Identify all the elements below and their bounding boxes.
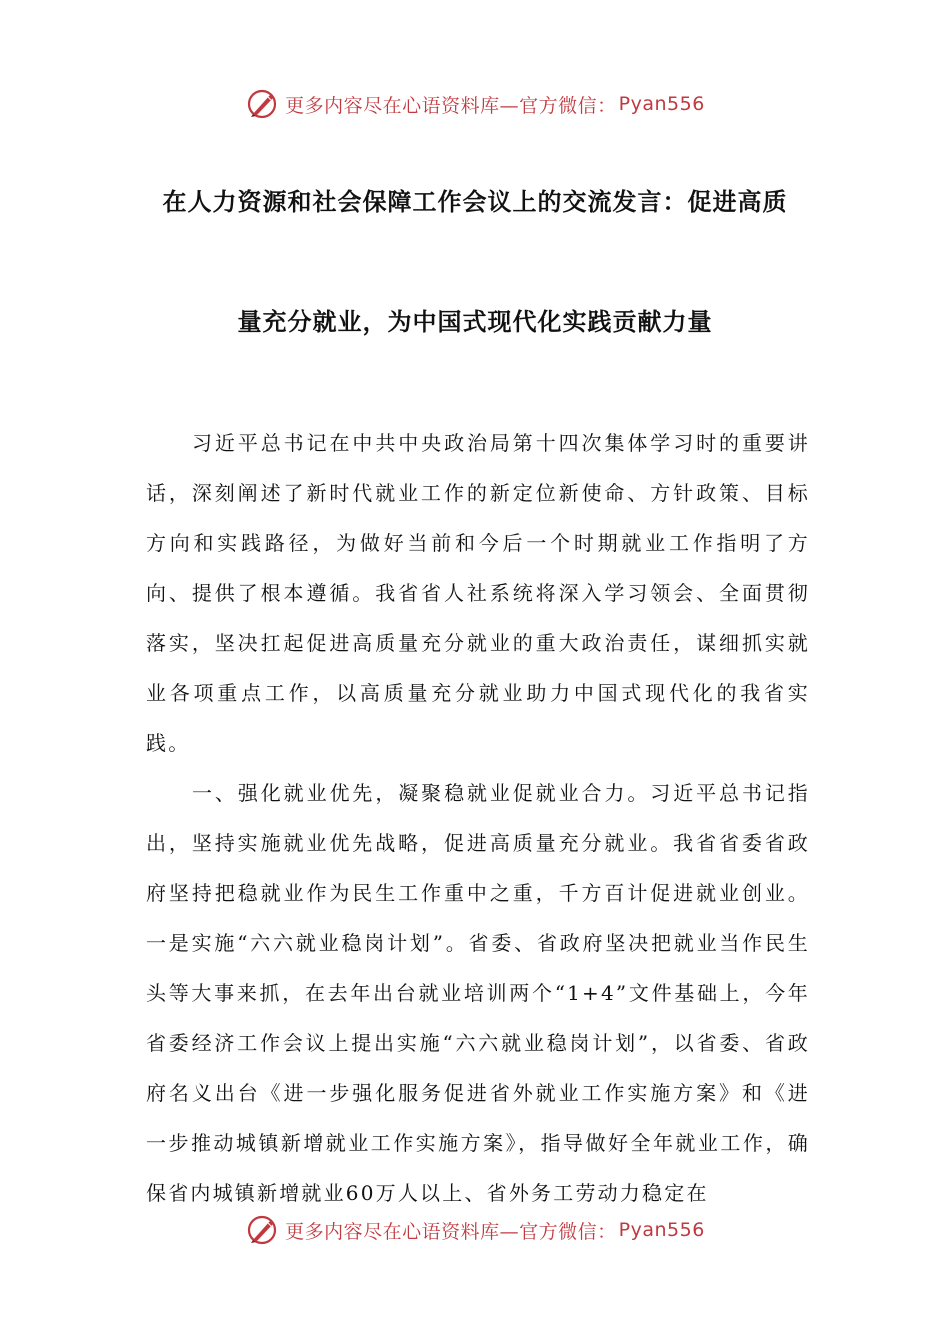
body-paragraph-1: 习近平总书记在中共中央政治局第十四次集体学习时的重要讲话，深刻阐述了新时代就业工作的新定位新使命、方针政策、目标方向和实践路径，为做好当前和今后一个时期就业工作指明了方向、提供了根本遵循。我省省人社系统将深入学习领会、全面贯彻落实，坚决扛起促进高质量充分就业的重大政治责任，谋细抓实就业各项重点工作，以高质量充分就业助力中国式现代化的我省实践。 bbox=[146, 431, 810, 755]
document-body bbox=[146, 418, 810, 1218]
body-paragraph-2: 一、强化就业优先，凝聚稳就业促就业合力。习近平总书记指出，坚持实施就业优先战略，促进高质量充分就业。我省省委省政府坚持把稳就业作为民生工作重中之重，千方百计促进就业创业。一是实施“六六就业稳岗计划”。省委、省政府坚决把就业当作民生头等大事来抓，在去年出台就业培训两个“1+4”文件基础上，今年省委经济工作会议上提出实施“六六就业稳岗计划”，以省委、省政府名义出台《进一步强化服务促进省外就业工作实施方案》和《进一步推动城镇新增就业工作实施方案》，指导做好全年就业工作，确保省内城镇新增就业60万人以上、省外务工劳动力稳定在 bbox=[146, 781, 810, 1205]
document-title-line-2: 量充分就业，为中国式现代化实践贡献力量 bbox=[237, 308, 713, 336]
watermark-wechat-id: Pyan556 bbox=[618, 93, 705, 115]
document-title-line-1: 在人力资源和社会保障工作会议上的交流发言：促进高质 bbox=[162, 188, 788, 216]
watermark-header bbox=[0, 84, 950, 124]
watermark-text: 更多内容尽在心语资料库—官方微信： bbox=[285, 94, 617, 117]
pen-circle-logo-icon bbox=[245, 1213, 279, 1247]
watermark-wechat-id: Pyan556 bbox=[618, 1219, 705, 1241]
watermark-text: 更多内容尽在心语资料库—官方微信： bbox=[285, 1220, 617, 1243]
watermark-footer bbox=[0, 1210, 950, 1250]
pen-circle-logo-icon bbox=[245, 87, 279, 121]
